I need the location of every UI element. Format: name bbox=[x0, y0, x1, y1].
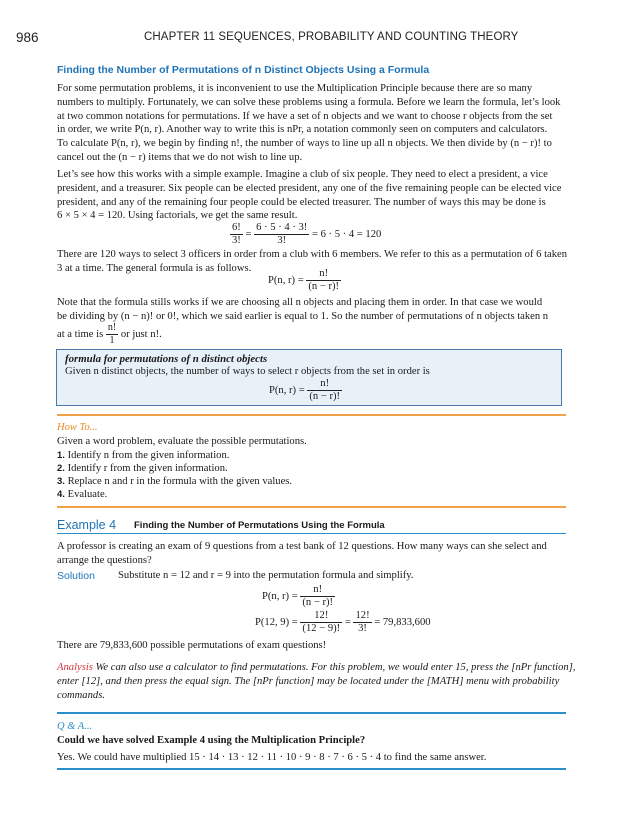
paragraph-line: 3 at a time. The general formula is as follows. bbox=[57, 262, 252, 274]
paragraph-all-objects bbox=[57, 296, 577, 324]
example-title: Finding the Number of Permutations Using the Formula bbox=[134, 520, 385, 531]
qa-question: Could we have solved Example 4 using the Multiplication Principle? bbox=[57, 735, 366, 746]
example-conclusion: There are 79,833,600 possible permutations of exam questions! bbox=[57, 640, 327, 651]
chapter-title: CHAPTER 11 SEQUENCES, PROBABILITY AND COUNTING THEORY bbox=[144, 31, 519, 43]
solution-equation-1: P(n, r) = $\frac{n!}{(n - r)!}$ bbox=[262, 584, 334, 608]
fraction: $\frac{n!}{(n - r)!}$ bbox=[309, 378, 341, 402]
paragraph-line: president, and a treasurer. Six people can be elected president, any one of the five remaining people can be elected vice bbox=[57, 182, 562, 194]
divider bbox=[57, 768, 566, 770]
fraction: $\frac{6!}{3!}$ bbox=[232, 222, 241, 246]
general-formula: P(n, r) = $\frac{n!}{(n - r)!}$ bbox=[268, 268, 340, 292]
paragraph-example-club bbox=[57, 168, 577, 223]
paragraph-line: at two common notations for permutations. If we have a set of n objects and we want to choose r objects from the set bbox=[57, 110, 553, 122]
solution-label: Solution bbox=[57, 570, 95, 582]
how-to-step: 3. Replace n and r in the formula with the given values. bbox=[57, 476, 293, 487]
paragraph-line: numbers to multiply. Fortunately, we can solve these problems using a formula. Before we learn the formula, let’s look bbox=[57, 96, 561, 108]
fraction: $\frac{12!}{(12 - 9)!}$ bbox=[302, 610, 341, 634]
fraction: $\frac{n!}{(n - r)!}$ bbox=[308, 268, 340, 292]
divider bbox=[57, 533, 566, 534]
how-to-step: 2. Identify r from the given information. bbox=[57, 463, 228, 474]
analysis-paragraph bbox=[57, 661, 577, 702]
paragraph-line: president, and any of the remaining four people could be elected treasurer. The number of ways this may be done is bbox=[57, 196, 546, 208]
formula-box-title: formula for permutations of n distinct objects bbox=[65, 353, 268, 365]
paragraph-line: A professor is creating an exam of 9 questions from a test bank of 12 questions. How many ways can she select and bbox=[57, 541, 547, 552]
analysis-label: Analysis bbox=[57, 662, 93, 673]
divider bbox=[57, 712, 566, 714]
page-number: 986 bbox=[16, 30, 39, 45]
example-problem bbox=[57, 540, 577, 568]
how-to-step: 4. Evaluate. bbox=[57, 489, 108, 500]
solution-equation-2: P(12, 9) = $\frac{12!}{(12 - 9)!}$ = $\frac{12!}{3!}$ = 79,833,600 bbox=[255, 610, 431, 634]
how-to-label: How To... bbox=[57, 422, 98, 433]
paragraph-line: There are 120 ways to select 3 officers in order from a club with 6 members. We refer to this as a permutation of 6 taken bbox=[57, 249, 568, 260]
paragraph-line: Analysis We can also use a calculator to find permutations. For this problem, we would enter 15, press the [nPr function], bbox=[57, 662, 576, 673]
how-to-step: 1. Identify n from the given information. bbox=[57, 450, 230, 461]
paragraph-line: To calculate P(n, r), we begin by finding n!, the number of ways to line up all n objects. We then divide by (n − r)! to bbox=[57, 138, 552, 150]
paragraph-line: For some permutation problems, it is inconvenient to use the Multiplication Principle because there are so many bbox=[57, 83, 533, 94]
factorial-equation: $\frac{6!}{3!}$ = $\frac{6 \cdot 5 \cdot 4 \cdot 3!}{3!}$ = 6 · 5 · 4 = 120 bbox=[232, 222, 382, 246]
paragraph-line: be dividing by (n − n)! or 0!, which we said earlier is equal to 1. So the number of permutations of n objects taken n bbox=[57, 310, 549, 322]
formula-box-text: Given n distinct objects, the number of ways to select r objects from the set in order is bbox=[65, 366, 430, 377]
qa-answer: Yes. We could have multiplied 15 · 14 · 13 · 12 · 11 · 10 · 9 · 8 · 7 · 6 · 5 · 4 to find the same answer. bbox=[57, 752, 487, 763]
paragraph-line: Note that the formula stills works if we are choosing all n objects and placing them in order. In that case we would bbox=[57, 297, 543, 308]
divider bbox=[57, 506, 566, 508]
example-label: Example 4 bbox=[57, 518, 117, 532]
paragraph-intro bbox=[57, 82, 577, 165]
solution-text: Substitute n = 12 and r = 9 into the permutation formula and simplify. bbox=[118, 570, 414, 581]
formula-box bbox=[56, 349, 562, 406]
paragraph-line: commands. bbox=[57, 689, 105, 701]
fraction: $\frac{6 \cdot 5 \cdot 4 \cdot 3!}{3!}$ bbox=[256, 222, 308, 246]
divider bbox=[57, 414, 566, 416]
qa-label: Q & A... bbox=[57, 721, 93, 732]
fraction: $\frac{n!}{1}$ bbox=[107, 322, 117, 346]
paragraph-line: arrange the questions? bbox=[57, 554, 152, 566]
section-title: Finding the Number of Permutations of n Distinct Objects Using a Formula bbox=[57, 64, 430, 76]
paragraph-line: Let’s see how this works with a simple example. Imagine a club of six people. They need to elect a president, a vice bbox=[57, 169, 548, 180]
paragraph-line-with-fraction: at a time is $\frac{n!}{1}$ or just n!. bbox=[57, 322, 162, 346]
formula-box-equation: P(n, r) = $\frac{n!}{(n - r)!}$ bbox=[269, 378, 341, 402]
paragraph-line: 6 × 5 × 4 = 120. Using factorials, we get the same result. bbox=[57, 210, 298, 222]
paragraph-line: cancel out the (n − r) items that we do not wish to line up. bbox=[57, 151, 303, 163]
fraction: $\frac{12!}{3!}$ bbox=[355, 610, 370, 634]
paragraph-line: in order, we write P(n, r). Another way to write this is nPr, a notation commonly seen on computers and calculators. bbox=[57, 124, 548, 136]
paragraph-line: enter [12], and then press the equal sign. The [nPr function] may be located under the [MATH] menu with probability bbox=[57, 675, 560, 687]
how-to-intro: Given a word problem, evaluate the possible permutations. bbox=[57, 436, 307, 447]
fraction: $\frac{n!}{(n - r)!}$ bbox=[302, 584, 334, 608]
